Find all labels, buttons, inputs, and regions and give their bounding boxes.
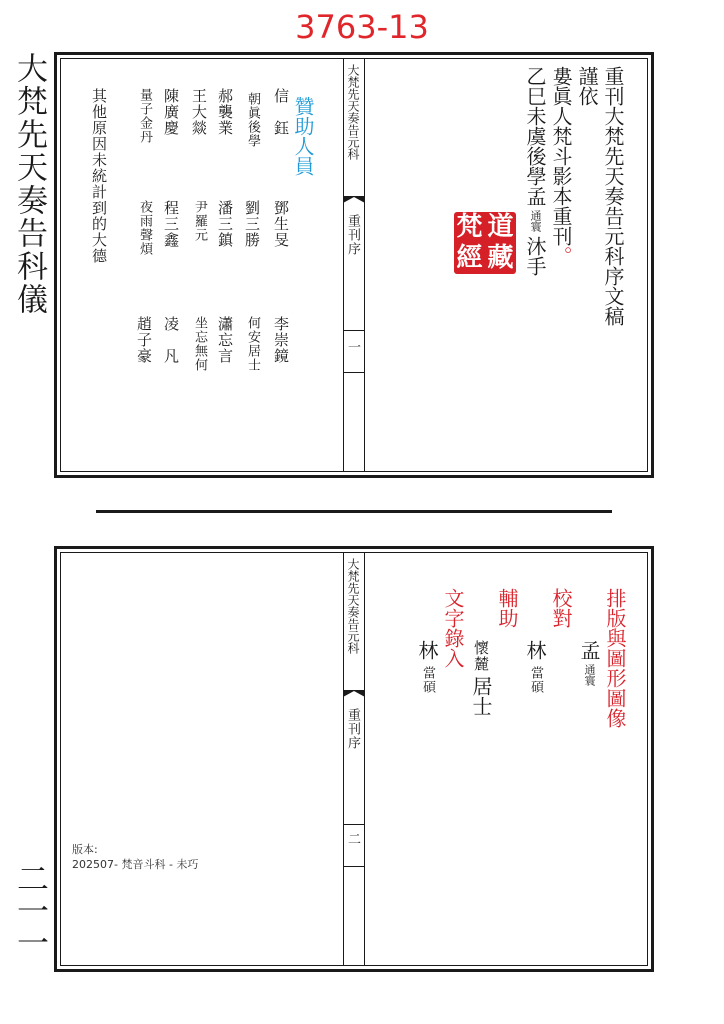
bottom-spine-page: 二	[345, 832, 360, 846]
book-title-side: 大梵先天奏告科儀	[11, 52, 47, 316]
bottom-spine-rule-3	[343, 866, 365, 867]
credit-entry-name-small: 當碩	[420, 666, 435, 694]
top-spine-page: 一	[345, 340, 360, 354]
credit-proofread-name-main: 林	[523, 640, 547, 660]
preface-title: 重刊大梵先天奏告元科序文稿	[601, 66, 625, 326]
preface-circle-mark: 。	[549, 246, 573, 266]
edition-value: 202507- 梵音斗科 - 未巧	[72, 858, 199, 871]
preface-line-3-text: 婁眞人梵斗影本重刊	[549, 66, 573, 246]
sponsor-col-3-bot: 瀟忘言	[216, 316, 234, 364]
sponsor-col-6-bot: 趙子豪	[135, 316, 153, 364]
credit-entry-name-main: 林	[415, 640, 439, 660]
sponsor-col-4-mid: 尹羅元	[192, 200, 207, 242]
bottom-spine-fishtail	[343, 691, 365, 697]
page-number: 3763-13	[295, 8, 429, 46]
credit-proofread-name	[524, 640, 546, 694]
credit-layout-name-main: 孟	[577, 640, 601, 660]
credit-assist-name	[470, 640, 492, 716]
credit-assist-role: 輔助	[495, 588, 519, 628]
sponsors-footer: 其他原因未統計到的大德	[90, 88, 108, 264]
preface-line-4-main: 乙巳未虞後學孟	[523, 66, 547, 206]
side-page-number: 二一一	[12, 862, 50, 958]
top-spine-title: 大梵先天奏告元科	[346, 64, 360, 160]
red-seal-stamp	[454, 212, 516, 274]
seal-char-1: 梵	[456, 212, 483, 242]
sponsor-col-1-top: 信 鈺	[272, 88, 290, 136]
preface-line-4	[524, 66, 546, 276]
seal-char-3: 經	[456, 243, 483, 273]
sponsor-col-4-bot: 坐忘無何	[192, 316, 207, 372]
credit-layout-name-small: 通寰	[583, 664, 596, 686]
credit-entry-name	[416, 640, 438, 694]
credit-layout-role: 排版與圖形圖像	[603, 588, 627, 728]
credit-assist-name-small: 懷麓	[472, 640, 490, 672]
sponsor-col-2-mid: 劉三勝	[243, 200, 261, 248]
sponsor-col-2-bot: 何安居士	[245, 316, 260, 372]
bottom-spine-rule-2	[343, 824, 365, 825]
sponsor-col-5-top: 陳廣慶	[162, 88, 180, 136]
sponsor-col-6-top: 量子金丹	[137, 88, 152, 144]
preface-line-4-end: 沐手	[523, 236, 547, 276]
credit-entry-role: 文字錄入	[441, 588, 465, 668]
sponsors-heading: 贊助人員	[291, 96, 315, 176]
sponsor-col-1-mid: 鄧生旻	[272, 200, 290, 248]
sponsor-col-4-top: 王大燚	[190, 88, 208, 136]
sponsor-col-5-bot: 凌 凡	[162, 316, 180, 364]
sponsor-col-5-mid: 程三鑫	[162, 200, 180, 248]
top-spine-rule-2	[343, 330, 365, 331]
sponsor-col-3-top: 郝襲業	[216, 88, 234, 136]
bottom-spine-title: 大梵先天奏告元科	[346, 558, 360, 654]
sponsor-col-3-mid: 潘三鎮	[216, 200, 234, 248]
credit-proofread-name-small: 當碩	[528, 666, 543, 694]
credit-assist-name-tail: 居士	[469, 676, 493, 716]
edition-label: 版本:	[72, 843, 98, 856]
sponsor-col-6-mid: 夜雨聲煩	[137, 200, 152, 256]
page-divider	[96, 510, 612, 513]
seal-char-4: 藏	[487, 243, 514, 273]
sponsor-col-1-bot: 李崇鏡	[272, 316, 290, 364]
sponsor-col-2-top: 朝眞後學	[245, 92, 260, 148]
preface-line-2: 謹依	[575, 66, 599, 106]
top-spine-fishtail	[343, 197, 365, 203]
top-spine-section: 重刊序	[345, 214, 360, 256]
top-spine-rule-3	[343, 372, 365, 373]
credit-proofread-role: 校對	[549, 588, 573, 628]
credit-layout-name	[578, 640, 600, 686]
seal-char-2: 道	[487, 212, 514, 242]
bottom-spine-section: 重刊序	[345, 708, 360, 750]
preface-line-3	[550, 66, 572, 266]
preface-line-4-small: 通寰	[529, 210, 542, 232]
